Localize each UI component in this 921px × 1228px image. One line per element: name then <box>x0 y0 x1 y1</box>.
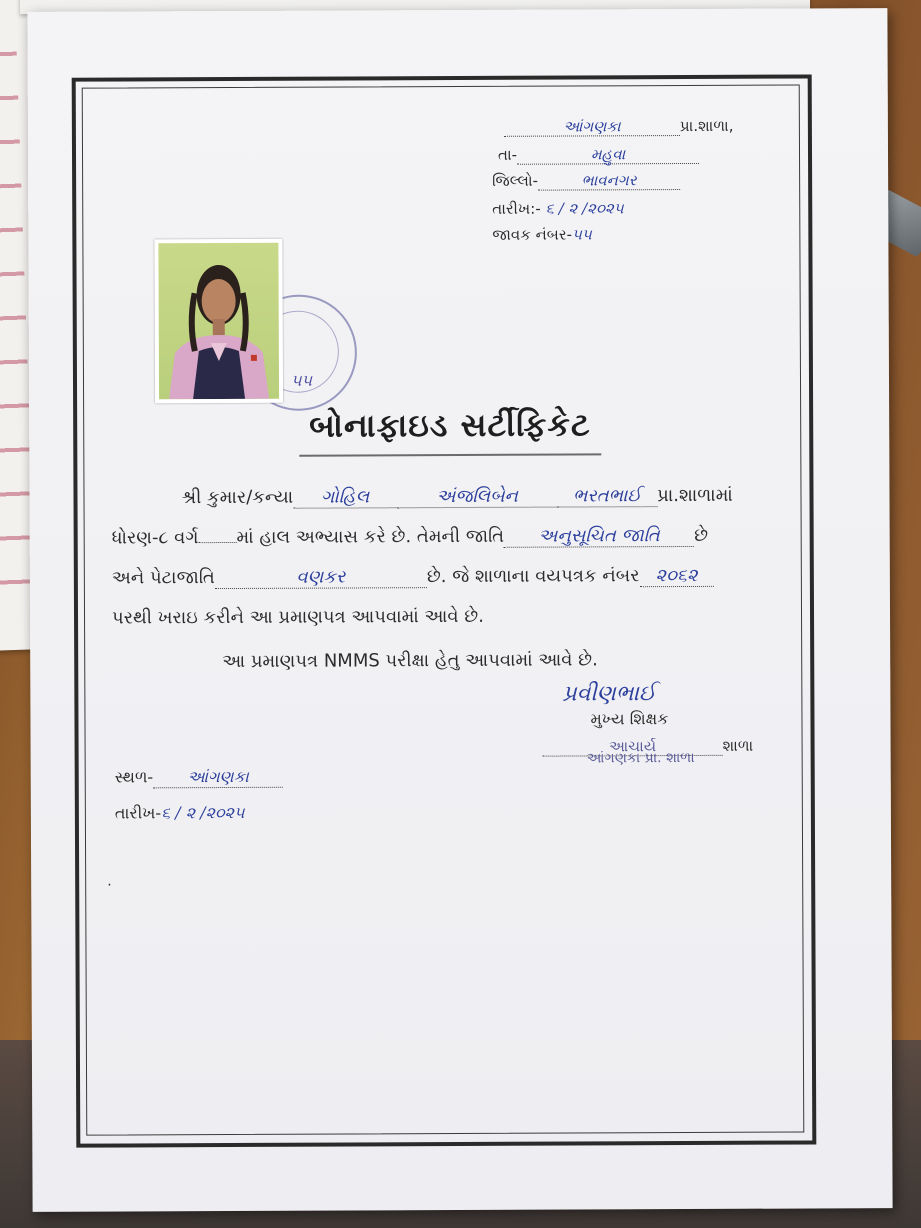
register-number: ૨૦૬૨ <box>655 564 698 587</box>
footer-date-line <box>115 803 245 824</box>
principal-school-suffix: શાળા <box>722 736 754 755</box>
district-value: ભાવનગર <box>581 171 637 190</box>
line2-suffix: છે <box>694 524 709 546</box>
line3-middle: છે. જે શાળાના વયપત્રક નંબર <box>426 565 640 588</box>
body-line-3 <box>112 565 714 590</box>
student-name: અંજલિબેન <box>436 485 518 508</box>
district-label: જિલ્લો- <box>492 171 539 190</box>
line1-prefix: શ્રી કુમાર/કન્યા <box>181 486 294 509</box>
school-stamp-text: આંગણકા પ્રા. શાળા <box>586 749 695 767</box>
footer-date-value: ૬ / ૨ /૨૦૨૫ <box>161 802 245 823</box>
body-line-2 <box>112 525 708 550</box>
caste-value: અનુસૂચિત જાતિ <box>538 525 660 547</box>
place-value: આંગણકા <box>187 766 249 787</box>
header-date-line <box>492 199 623 218</box>
certificate-page <box>27 8 892 1212</box>
student-portrait-icon <box>158 243 279 400</box>
student-photo <box>154 239 283 404</box>
school-name: આંગણકા <box>563 117 621 136</box>
district-line <box>492 171 680 191</box>
signature: પ્રવીણભાઈ <box>562 681 656 707</box>
place-label: સ્થળ- <box>114 767 154 787</box>
outward-line <box>492 225 591 243</box>
line2-prefix: ધોરણ-૮ વર્ગ <box>111 527 199 549</box>
taluka-label: તા- <box>497 145 518 164</box>
signatory-role: મુખ્ય શિક્ષક <box>590 709 669 729</box>
outward-label: જાવક નંબર- <box>492 225 573 244</box>
stamp-role: આચાર્ય <box>609 737 657 756</box>
body-line-1 <box>181 485 732 509</box>
line3-prefix: અને પેટાજાતિ <box>111 567 215 589</box>
taluka-line <box>498 145 699 165</box>
header-date-value: ૬ / ૨ /૨૦૨૫ <box>545 199 624 218</box>
footer-date-label: તારીખ- <box>114 803 162 823</box>
header-date-label: તારીખ:- <box>492 199 541 218</box>
taluka-value: મહુવા <box>590 145 626 164</box>
line2-middle: માં હાલ અભ્યાસ કરે છે. તેમની જાતિ <box>236 525 505 548</box>
certificate-title: બોનાફાઇડ સર્ટીફિકેટ <box>309 405 591 445</box>
purpose-line: આ પ્રમાણપત્ર NMMS પરીક્ષા હેતુ આપવામાં આવે છે. <box>222 649 598 673</box>
school-suffix: પ્રા.શાળા, <box>679 116 734 136</box>
outward-value: ૫૫ <box>571 225 592 244</box>
stamp-number: ૫૫ <box>290 370 313 390</box>
student-surname: ગોહિલ <box>321 486 370 508</box>
line1-suffix: પ્રા.શાળામાં <box>657 484 733 507</box>
subcaste-value: વણકર <box>296 566 346 588</box>
stray-dot: . <box>107 873 112 890</box>
school-header-line <box>504 117 734 137</box>
place-line <box>115 767 284 789</box>
body-line-4: પરથી ખરાઇ કરીને આ પ્રમાણપત્ર આપવામાં આવે છે. <box>111 605 484 629</box>
father-name: ભરતભાઈ <box>572 485 642 507</box>
